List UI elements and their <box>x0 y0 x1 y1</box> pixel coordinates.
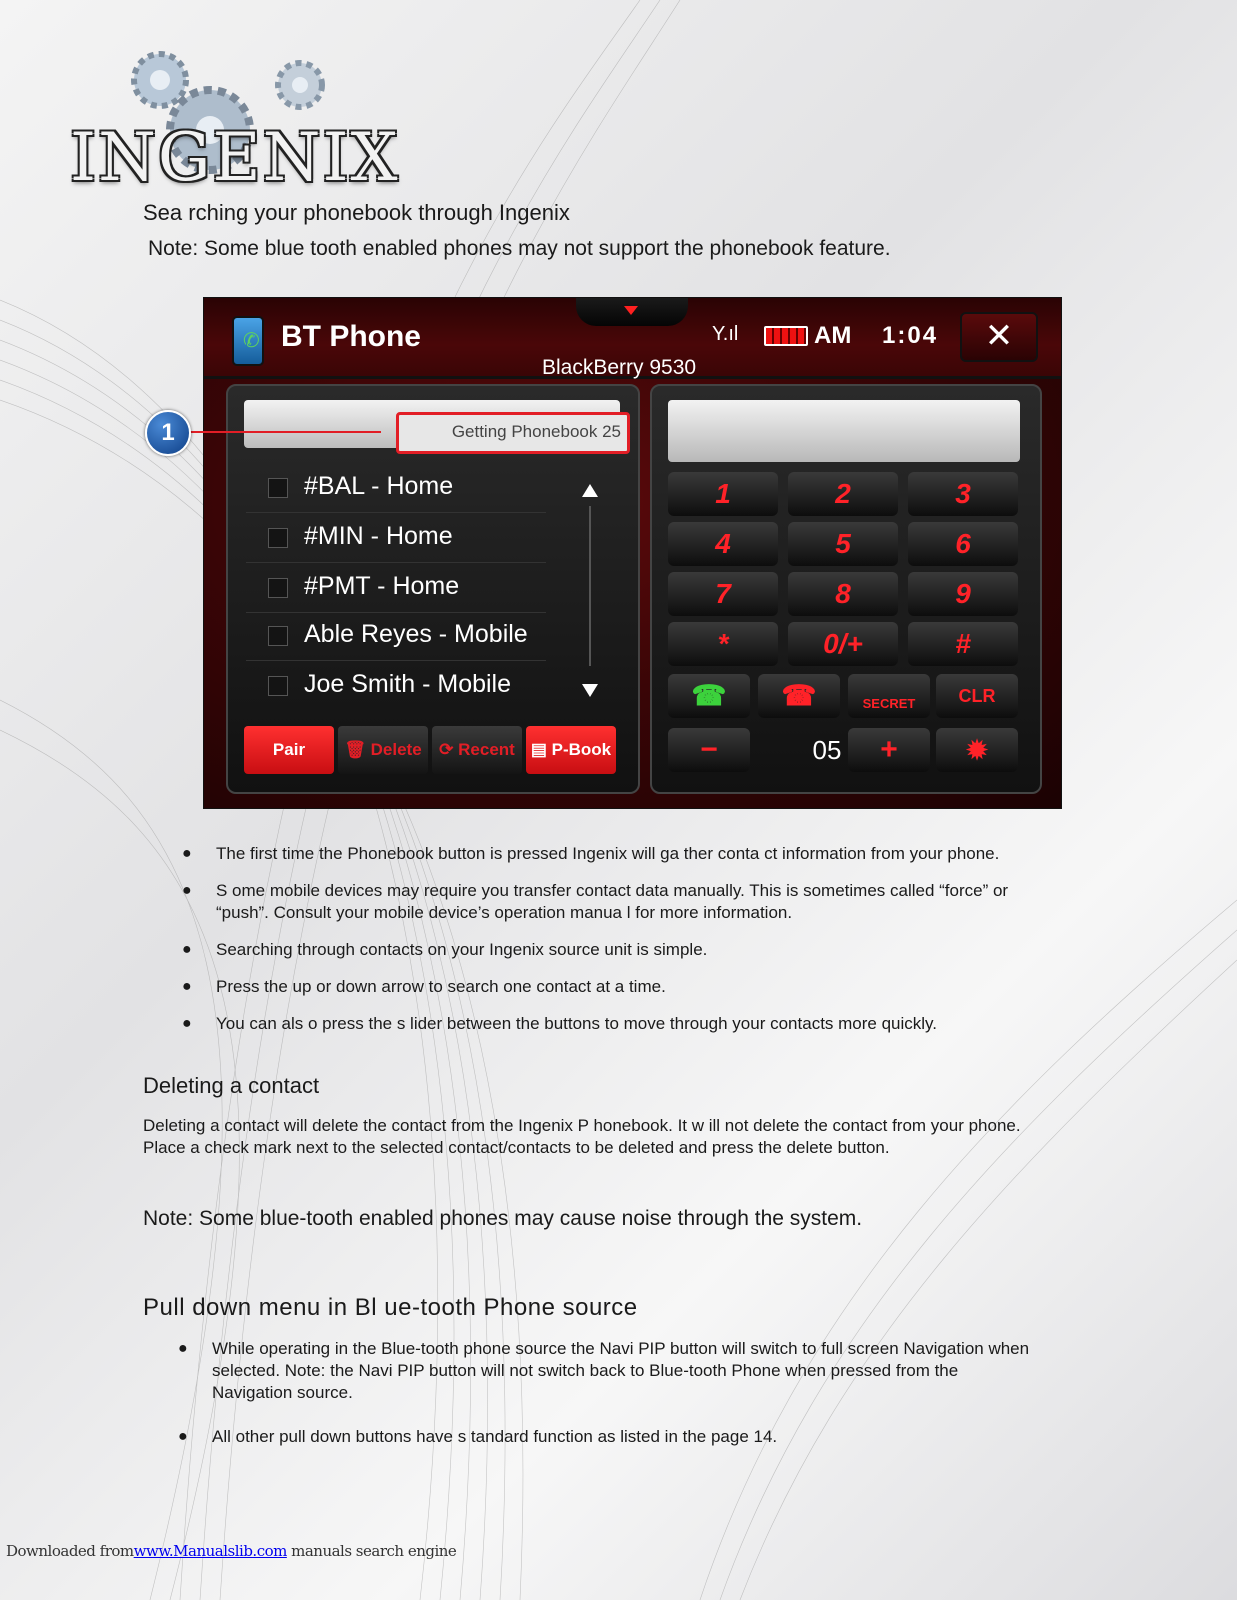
key-8[interactable]: 8 <box>788 572 898 616</box>
phonebook-buttons <box>244 726 624 776</box>
delete-button[interactable]: 🗑 Delete <box>338 726 428 774</box>
key-6[interactable]: 6 <box>908 522 1018 566</box>
key-3[interactable]: 3 <box>908 472 1018 516</box>
contact-checkbox[interactable] <box>268 478 288 498</box>
phonebook-status-box <box>396 412 630 454</box>
delete-label: Delete <box>370 740 422 759</box>
contact-item[interactable] <box>246 464 546 513</box>
contact-item[interactable] <box>246 514 546 563</box>
ingenix-logo <box>60 50 400 196</box>
key-0-plus[interactable]: 0/+ <box>788 622 898 666</box>
key-star[interactable]: * <box>668 622 778 666</box>
volume-down-button[interactable]: − <box>668 728 750 772</box>
contact-item[interactable] <box>246 564 546 613</box>
deleting-paragraph: Deleting a contact will delete the contact from the Ingenix P honebook. It w ill not delete the contact from your phone. Place a check mark next to the selected contact/contacts to be deleted and press the delete button. <box>143 1116 1021 1157</box>
dialpad-panel <box>650 384 1042 794</box>
key-5[interactable]: 5 <box>788 522 898 566</box>
contact-name: Able Reyes - Mobile <box>304 620 528 648</box>
call-button[interactable] <box>668 674 750 718</box>
signal-icon: Y.ıl <box>712 323 739 345</box>
key-4[interactable]: 4 <box>668 522 778 566</box>
contact-checkbox[interactable] <box>268 578 288 598</box>
noise-note: Note: Some blue-tooth enabled phones may cause noise through the system. <box>143 1207 863 1230</box>
bt-phone-screenshot <box>203 297 1062 809</box>
contact-checkbox[interactable] <box>268 676 288 696</box>
secret-label: SECRET <box>862 696 916 711</box>
volume-up-button[interactable]: + <box>848 728 930 772</box>
footer-prefix: Downloaded from <box>6 1542 134 1560</box>
reject-button[interactable] <box>758 674 840 718</box>
section-heading-deleting: Deleting a contact <box>143 1073 320 1098</box>
app-title: BT Phone <box>281 320 421 353</box>
callout-number-1: 1 <box>145 410 191 456</box>
callout-line <box>189 431 381 433</box>
list-item: ● S ome mobile devices may require you transfer contact data manually. This is sometimes called “force” or “push”. Consult your mobile device’s operation manua l for more information. <box>182 880 1062 924</box>
section-heading-pulldown: Pull down menu in Bl ue-tooth Phone source <box>143 1294 638 1321</box>
contact-checkbox[interactable] <box>268 528 288 548</box>
list-item: ● The first time the Phonebook button is pressed Ingenix will ga ther conta ct information from your phone. <box>182 843 1062 865</box>
gear-icon: ✹ <box>966 735 988 765</box>
device-name: BlackBerry 9530 <box>542 356 697 379</box>
clr-button[interactable]: CLR <box>936 674 1018 718</box>
pair-button[interactable]: Pair <box>244 726 334 774</box>
manualslib-link[interactable]: www.Manualslib.com <box>133 1542 287 1560</box>
settings-button[interactable] <box>936 728 1018 772</box>
contact-name: #PMT - Home <box>304 572 460 600</box>
contact-list <box>246 464 622 714</box>
phonebook-bullet-list <box>182 843 1062 1050</box>
bt-phone-app-icon <box>232 316 264 366</box>
secret-button[interactable] <box>848 674 930 718</box>
phonebook-panel <box>226 384 640 794</box>
call-handset-icon: ☎ <box>691 680 727 711</box>
pbook-label: P-Book <box>551 740 612 759</box>
key-7[interactable]: 7 <box>668 572 778 616</box>
contact-name: Joe Smith - Mobile <box>304 670 512 698</box>
clock-time: 1:04 <box>882 322 939 349</box>
scroll-up-arrow-icon[interactable] <box>582 484 598 497</box>
footer <box>6 1542 456 1560</box>
phonebook-search-field[interactable] <box>244 400 620 448</box>
battery-icon <box>764 326 808 346</box>
contact-name: #MIN - Home <box>304 522 453 550</box>
phonebook-status-text: Getting Phonebook 25 <box>451 422 621 441</box>
footer-suffix: manuals search engine <box>286 1542 457 1560</box>
contact-name: #BAL - Home <box>304 472 454 500</box>
pulldown-tab[interactable] <box>576 298 688 326</box>
key-hash[interactable]: # <box>908 622 1018 666</box>
list-item: ● You can als o press the s lider between the buttons to move through your contacts more quickly. <box>182 1013 1062 1035</box>
key-2[interactable]: 2 <box>788 472 898 516</box>
reject-handset-icon: ☎ <box>781 680 817 711</box>
pbook-button[interactable]: ▤ P-Book <box>526 726 616 774</box>
recent-label: Recent <box>458 740 515 759</box>
clock-ampm: AM <box>814 322 852 349</box>
key-9[interactable]: 9 <box>908 572 1018 616</box>
pulldown-arrow-icon <box>624 306 638 315</box>
recent-button[interactable]: ⟳ Recent <box>432 726 522 774</box>
volume-level: 05 <box>812 735 842 765</box>
list-item: ● Press the up or down arrow to search one contact at a time. <box>182 976 1062 998</box>
scroll-down-arrow-icon[interactable] <box>582 684 598 697</box>
logo-text: INGENIX <box>70 119 400 196</box>
contact-item[interactable] <box>246 662 546 710</box>
scroll-slider[interactable] <box>589 506 591 666</box>
pulldown-bullet-list <box>178 1338 1038 1463</box>
list-item: ● Searching through contacts on your Ingenix source unit is simple. <box>182 939 1062 961</box>
dial-number-display[interactable] <box>668 400 1020 462</box>
intro-note: Note: Some blue tooth enabled phones may not support the phonebook feature. <box>148 237 891 260</box>
key-1[interactable]: 1 <box>668 472 778 516</box>
close-button[interactable]: ✕ <box>960 312 1038 362</box>
contact-checkbox[interactable] <box>268 626 288 646</box>
list-item: ● While operating in the Blue-tooth phone source the Navi PIP button will switch to full screen Navigation when selected. Note: the Navi PIP button will not switch back to Blue-tooth Phone when pressed from the Navigation source. <box>178 1338 1038 1404</box>
list-item: ● All other pull down buttons have s tandard function as listed in the page 14. <box>178 1426 1038 1448</box>
contact-item[interactable] <box>246 612 546 661</box>
handset-icon: ✆ <box>243 330 260 352</box>
section-heading-searching: Sea rching your phonebook through Ingenix <box>143 200 570 225</box>
